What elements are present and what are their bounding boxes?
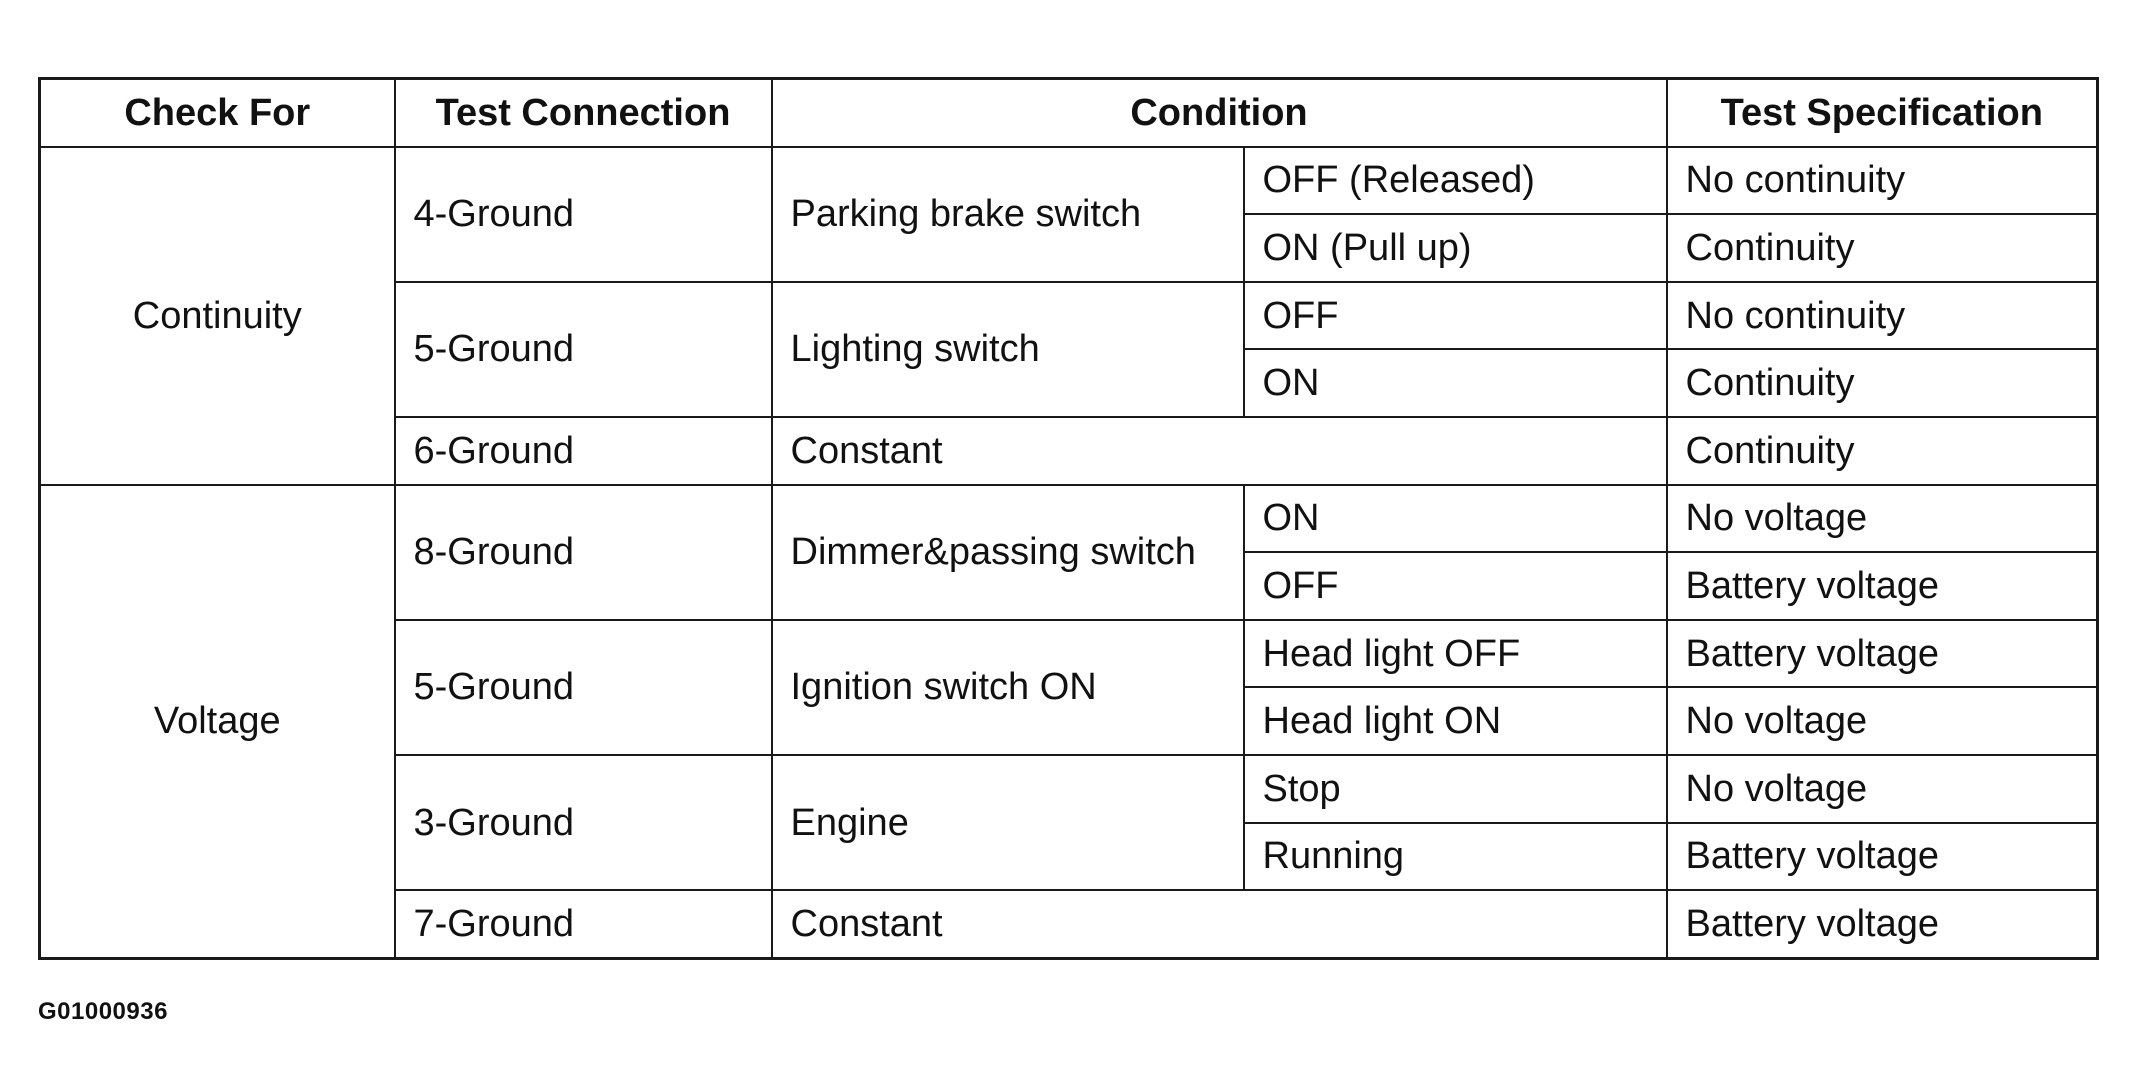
condition-cell: Constant bbox=[772, 890, 1667, 958]
condition-cell: Constant bbox=[772, 417, 1667, 485]
test-spec-cell: Battery voltage bbox=[1667, 890, 2098, 958]
test-spec-cell: Continuity bbox=[1667, 349, 2098, 417]
test-connection-cell: 6-Ground bbox=[395, 417, 772, 485]
test-connection-cell: 5-Ground bbox=[395, 282, 772, 417]
figure-id: G01000936 bbox=[38, 998, 168, 1025]
test-spec-cell: Battery voltage bbox=[1667, 823, 2098, 891]
condition-cell: Lighting switch bbox=[772, 282, 1244, 417]
test-connection-cell: 3-Ground bbox=[395, 755, 772, 890]
condition-cell: Engine bbox=[772, 755, 1244, 890]
sub-condition-cell: OFF bbox=[1244, 552, 1667, 620]
condition-cell: Dimmer&passing switch bbox=[772, 485, 1244, 620]
test-spec-cell: Continuity bbox=[1667, 417, 2098, 485]
test-connection-cell: 4-Ground bbox=[395, 147, 772, 282]
condition-cell: Parking brake switch bbox=[772, 147, 1244, 282]
header-test-specification: Test Specification bbox=[1667, 79, 2098, 147]
test-spec-cell: Battery voltage bbox=[1667, 620, 2098, 688]
sub-condition-cell: Stop bbox=[1244, 755, 1667, 823]
test-spec-cell: Continuity bbox=[1667, 214, 2098, 282]
test-spec-cell: Battery voltage bbox=[1667, 552, 2098, 620]
test-spec-cell: No voltage bbox=[1667, 755, 2098, 823]
header-condition: Condition bbox=[772, 79, 1667, 147]
test-spec-cell: No continuity bbox=[1667, 147, 2098, 215]
sub-condition-cell: ON bbox=[1244, 485, 1667, 553]
test-specification-table bbox=[38, 77, 2099, 960]
test-connection-cell: 8-Ground bbox=[395, 485, 772, 620]
header-check-for: Check For bbox=[40, 79, 395, 147]
sub-condition-cell: Running bbox=[1244, 823, 1667, 891]
test-spec-cell: No voltage bbox=[1667, 687, 2098, 755]
table-header-row bbox=[40, 79, 2098, 147]
check-for-continuity: Continuity bbox=[40, 147, 395, 485]
test-spec-cell: No voltage bbox=[1667, 485, 2098, 553]
test-connection-cell: 5-Ground bbox=[395, 620, 772, 755]
sub-condition-cell: Head light ON bbox=[1244, 687, 1667, 755]
table-row bbox=[40, 147, 2098, 215]
check-for-voltage: Voltage bbox=[40, 485, 395, 959]
test-connection-cell: 7-Ground bbox=[395, 890, 772, 958]
sub-condition-cell: ON bbox=[1244, 349, 1667, 417]
table-row bbox=[40, 485, 2098, 553]
sub-condition-cell: OFF (Released) bbox=[1244, 147, 1667, 215]
header-test-connection: Test Connection bbox=[395, 79, 772, 147]
sub-condition-cell: OFF bbox=[1244, 282, 1667, 350]
condition-cell: Ignition switch ON bbox=[772, 620, 1244, 755]
sub-condition-cell: ON (Pull up) bbox=[1244, 214, 1667, 282]
test-spec-cell: No continuity bbox=[1667, 282, 2098, 350]
sub-condition-cell: Head light OFF bbox=[1244, 620, 1667, 688]
